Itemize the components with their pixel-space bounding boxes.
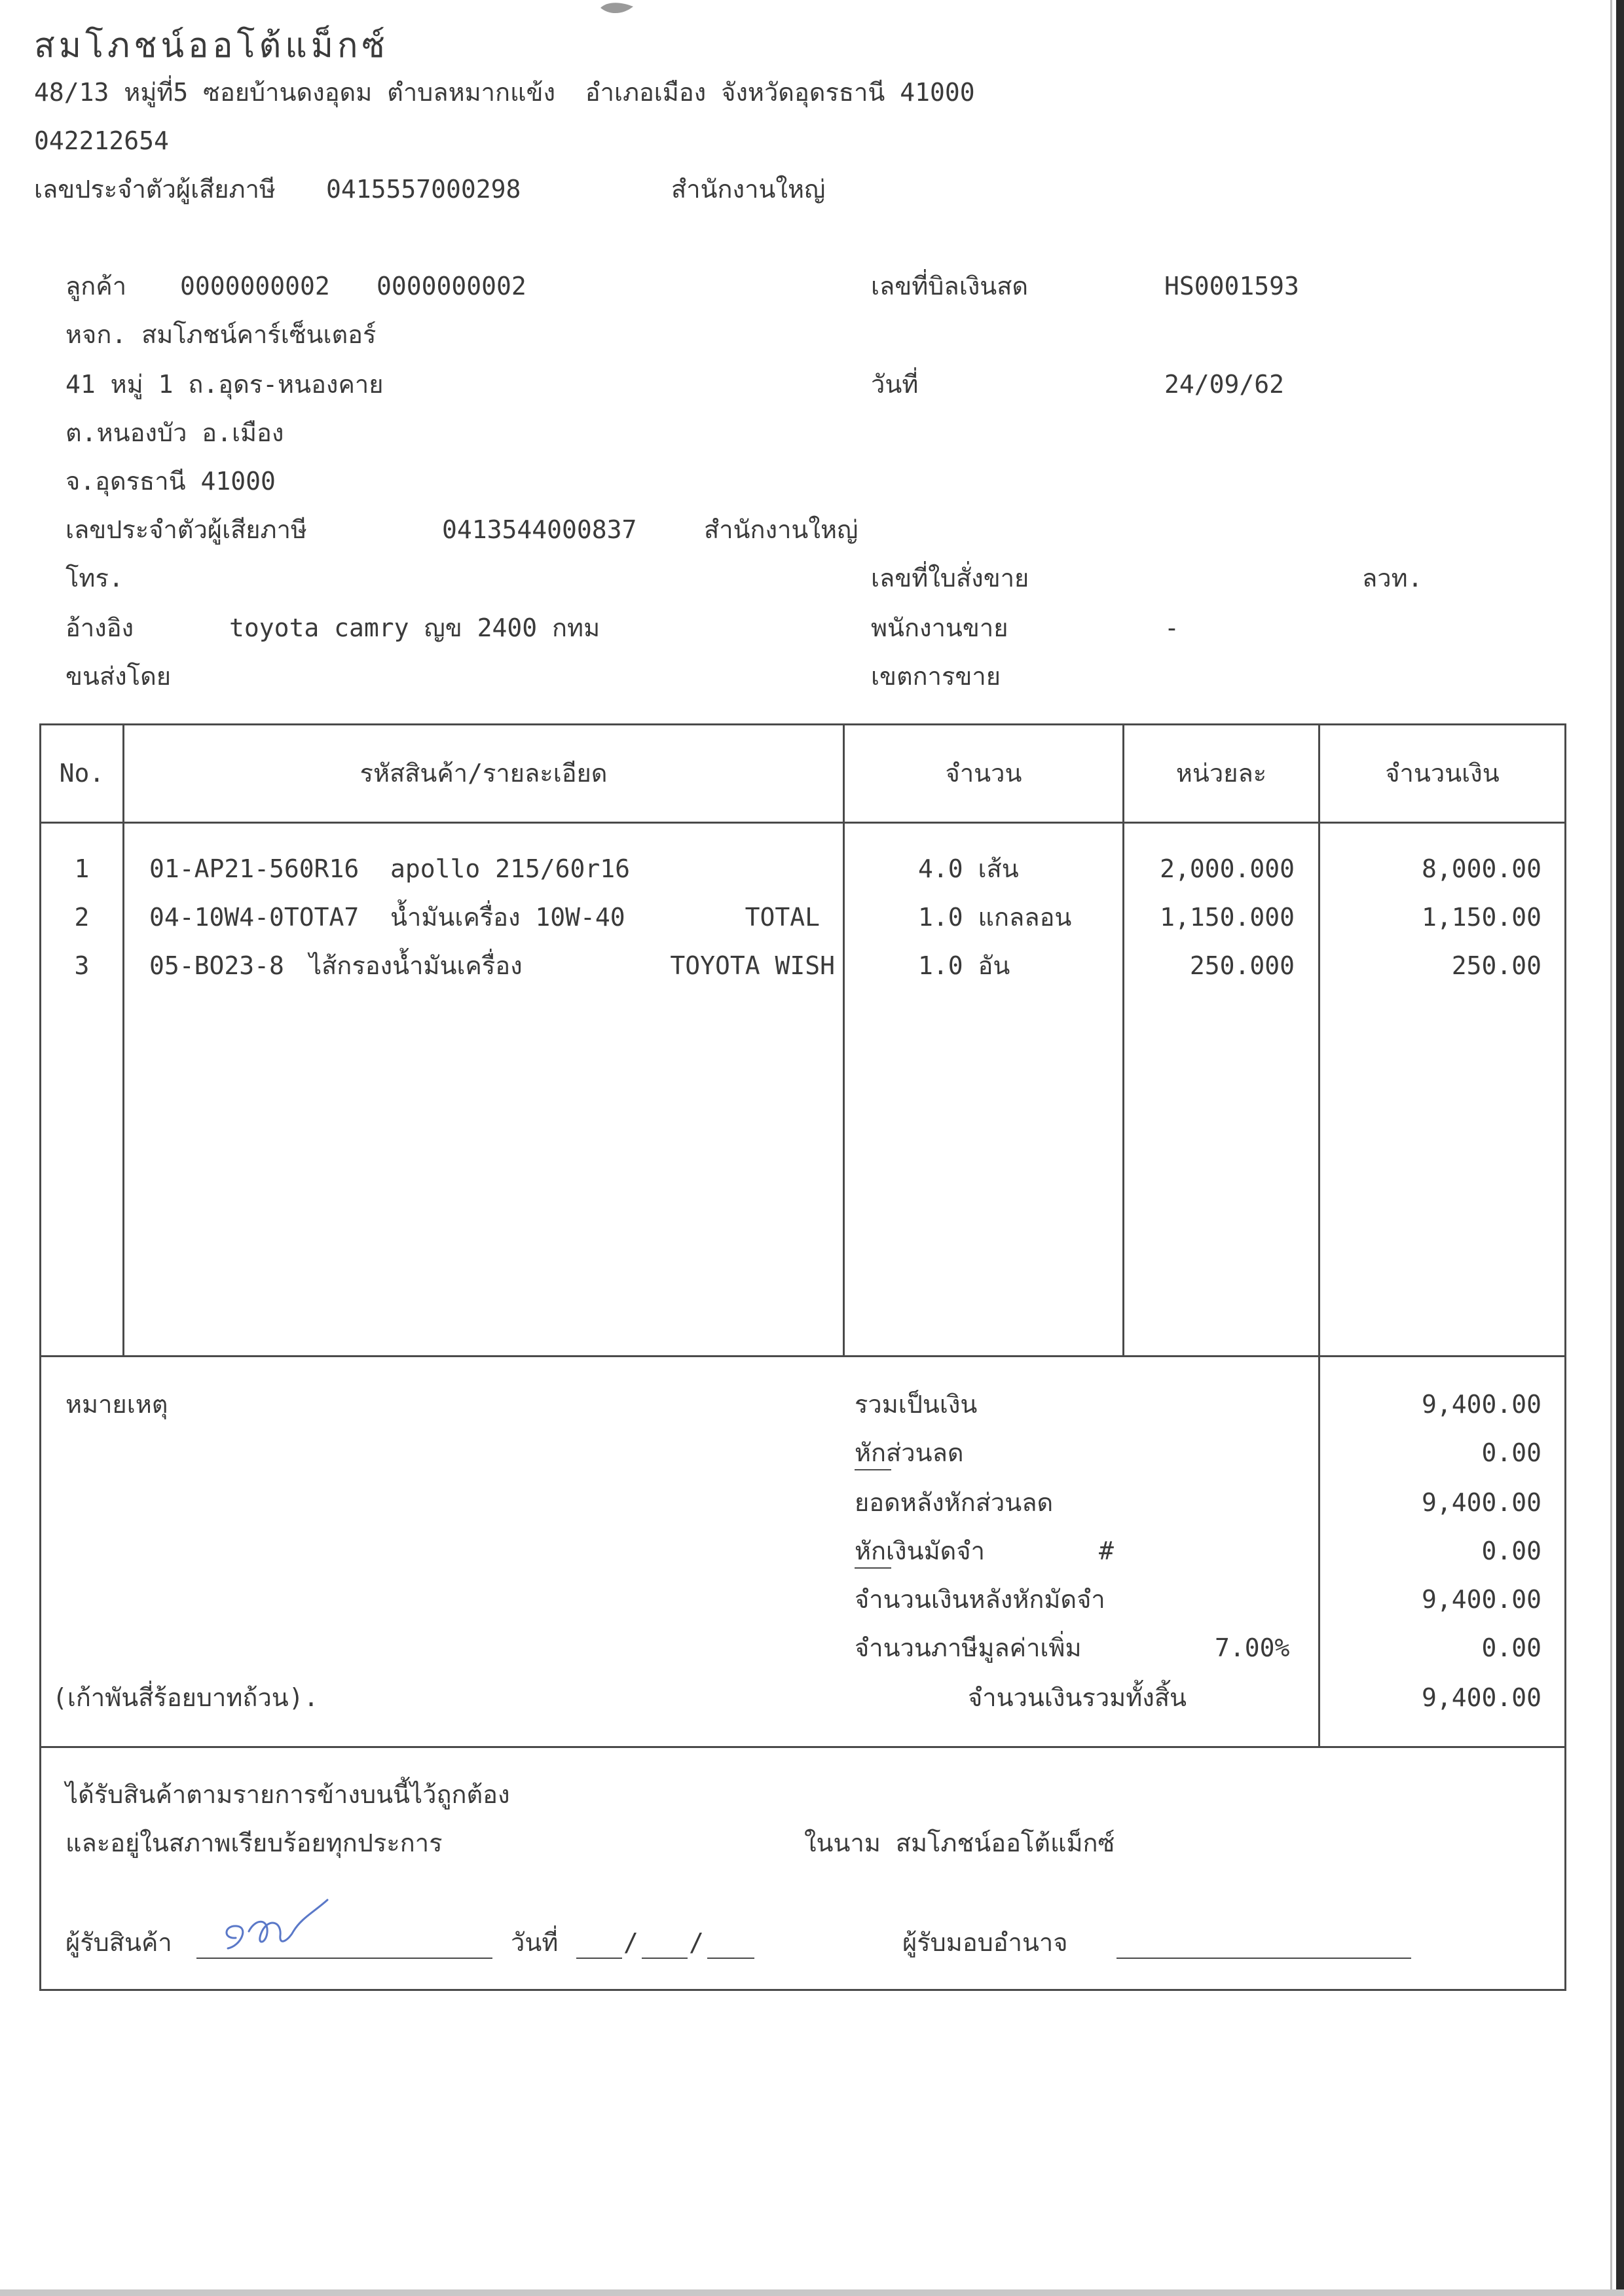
table-row-desc: ไส้กรองน้ำมันเครื่อง: [309, 951, 523, 980]
table-row-desc: น้ำมันเครื่อง 10W-40: [390, 903, 625, 932]
frame-right-border: [1564, 723, 1566, 1991]
sales-order-value: ลวท.: [1362, 564, 1423, 592]
table-row-no: 2: [74, 903, 90, 932]
customer-branch: สำนักงานใหญ่: [704, 515, 858, 544]
reference-value: toyota camry ญข 2400 กทม: [229, 613, 600, 642]
table-row-extra: TOTAL: [745, 903, 820, 932]
table-row-qty: 4.0 เส้น: [918, 854, 1019, 883]
header-description: รหัสสินค้า/รายละเอียด: [360, 759, 608, 788]
on-behalf-of: ในนาม สมโภชน์ออโต้แม็กซ์: [804, 1829, 1115, 1857]
shipping-label: ขนส่งโดย: [65, 662, 172, 691]
date-year-line: [707, 1958, 754, 1959]
salesperson-label: พนักงานขาย: [871, 613, 1008, 642]
scan-bottom-edge: [0, 2289, 1624, 2296]
table-row-unit-price: 250.000: [1189, 951, 1295, 980]
table-row-unit-price: 2,000.000: [1160, 854, 1295, 883]
table-row-qty: 1.0 แกลลอน: [918, 903, 1072, 932]
subtotal-label: รวมเป็นเงิน: [855, 1390, 978, 1419]
table-row-no: 1: [74, 854, 90, 883]
reference-label: อ้างอิง: [65, 613, 134, 642]
after-discount-value: 9,400.00: [1421, 1488, 1541, 1517]
invoice-no-label: เลขที่บิลเงินสด: [871, 272, 1029, 301]
table-row-code: 05-BO23-8: [149, 951, 284, 980]
company-phone: 042212654: [34, 126, 169, 155]
table-header-border: [39, 822, 1566, 824]
deposit-label: หักเงินมัดจำ: [855, 1537, 985, 1565]
authorized-signature-line: [1116, 1958, 1411, 1959]
header-amount: จำนวนเงิน: [1385, 759, 1500, 788]
discount-value: 0.00: [1481, 1438, 1541, 1467]
customer-address-3: จ.อุดรธานี 41000: [65, 467, 276, 496]
receipt-statement-2: และอยู่ในสภาพเรียบร้อยทุกประการ: [65, 1829, 443, 1857]
table-bottom-border: [39, 1355, 1566, 1357]
customer-tax-id: 0413544000837: [442, 515, 637, 544]
table-row-amount: 8,000.00: [1421, 854, 1541, 883]
company-name: สมโภชน์ออโต้แม็กซ์: [34, 26, 389, 65]
table-top-border: [39, 723, 1566, 725]
customer-tax-label: เลขประจำตัวผู้เสียภาษี: [65, 515, 307, 544]
receiver-signature: [216, 1892, 347, 1961]
discount-underline: [855, 1469, 891, 1470]
invoice-date-value: 24/09/62: [1164, 370, 1285, 399]
receipt-statement-1: ได้รับสินค้าตามรายการข้างบนนี้ไว้ถูกต้อง: [65, 1780, 510, 1809]
company-tax-label: เลขประจำตัวผู้เสียภาษี: [34, 175, 276, 204]
grand-total-label: จำนวนเงินรวมทั้งสิ้น: [968, 1683, 1187, 1712]
subtotal-value: 9,400.00: [1421, 1390, 1541, 1419]
scan-edge-dark: [1616, 0, 1624, 2296]
header-no: No.: [59, 759, 105, 788]
after-deposit-value: 9,400.00: [1421, 1585, 1541, 1614]
col-divider-qty: [1122, 723, 1124, 1357]
date-month-line: [642, 1958, 688, 1959]
company-branch: สำนักงานใหญ่: [671, 175, 826, 204]
table-row-unit-price: 1,150.000: [1160, 903, 1295, 932]
scan-edge-light: [1610, 0, 1612, 2296]
table-row-amount: 250.00: [1451, 951, 1541, 980]
header-quantity: จำนวน: [945, 759, 1022, 788]
vat-label: จำนวนภาษีมูลค่าเพิ่ม: [855, 1633, 1082, 1662]
customer-name: หจก. สมโภชน์คาร์เซ็นเตอร์: [65, 320, 377, 349]
customer-address-2: ต.หนองบัว อ.เมือง: [65, 418, 284, 447]
footer-bottom-border: [39, 1989, 1566, 1991]
after-deposit-label: จำนวนเงินหลังหักมัดจำ: [855, 1585, 1105, 1614]
amount-in-words: (เก้าพันสี่ร้อยบาทถ้วน).: [52, 1683, 319, 1712]
company-address: 48/13 หมู่ที่5 ซอยบ้านดงอุดม ตำบลหมากแข้ง อำเภอเมือง จังหวัดอุดรธานี 41000: [34, 78, 975, 107]
customer-code-2: 0000000002: [377, 272, 526, 301]
sales-area-label: เขตการขาย: [871, 662, 1001, 691]
table-row-amount: 1,150.00: [1421, 903, 1541, 932]
staple-mark: [597, 0, 637, 20]
discount-label: หักส่วนลด: [855, 1438, 964, 1467]
customer-code-1: 0000000002: [180, 272, 330, 301]
vat-value: 0.00: [1481, 1633, 1541, 1662]
receive-date-label: วันที่: [511, 1928, 559, 1957]
header-unit-price: หน่วยละ: [1175, 759, 1267, 788]
date-separator: /: [689, 1928, 704, 1957]
date-separator: /: [623, 1928, 638, 1957]
salesperson-value: -: [1164, 613, 1179, 642]
table-row-no: 3: [74, 951, 90, 980]
summary-bottom-border: [39, 1746, 1566, 1748]
table-row-code: 04-10W4-0TOTA7: [149, 903, 360, 932]
grand-total-value: 9,400.00: [1421, 1683, 1541, 1712]
deposit-value: 0.00: [1481, 1537, 1541, 1565]
authorized-label: ผู้รับมอบอำนาจ: [902, 1928, 1068, 1957]
col-divider-desc: [843, 723, 845, 1357]
sales-order-label: เลขที่ใบสั่งขาย: [871, 564, 1029, 592]
invoice-no-value: HS0001593: [1164, 272, 1299, 301]
col-divider-no: [122, 723, 124, 1357]
table-row-desc: apollo 215/60r16: [390, 854, 631, 883]
customer-address-1: 41 หมู่ 1 ถ.อุดร-หนองคาย: [65, 370, 384, 399]
table-row-code: 01-AP21-560R16: [149, 854, 360, 883]
table-row-extra: TOYOTA WISH: [670, 951, 835, 980]
company-tax-id: 0415557000298: [326, 175, 521, 204]
table-row-qty: 1.0 อัน: [918, 951, 1010, 980]
customer-phone-label: โทร.: [65, 564, 124, 592]
receiver-label: ผู้รับสินค้า: [65, 1928, 172, 1957]
deposit-mark: #: [1099, 1537, 1114, 1565]
customer-label: ลูกค้า: [65, 272, 127, 301]
vat-rate: 7.00%: [1215, 1633, 1290, 1662]
date-day-line: [576, 1958, 622, 1959]
deposit-underline: [855, 1567, 891, 1569]
remark-label: หมายเหตุ: [65, 1390, 168, 1419]
after-discount-label: ยอดหลังหักส่วนลด: [855, 1488, 1054, 1517]
invoice-date-label: วันที่: [871, 370, 919, 399]
